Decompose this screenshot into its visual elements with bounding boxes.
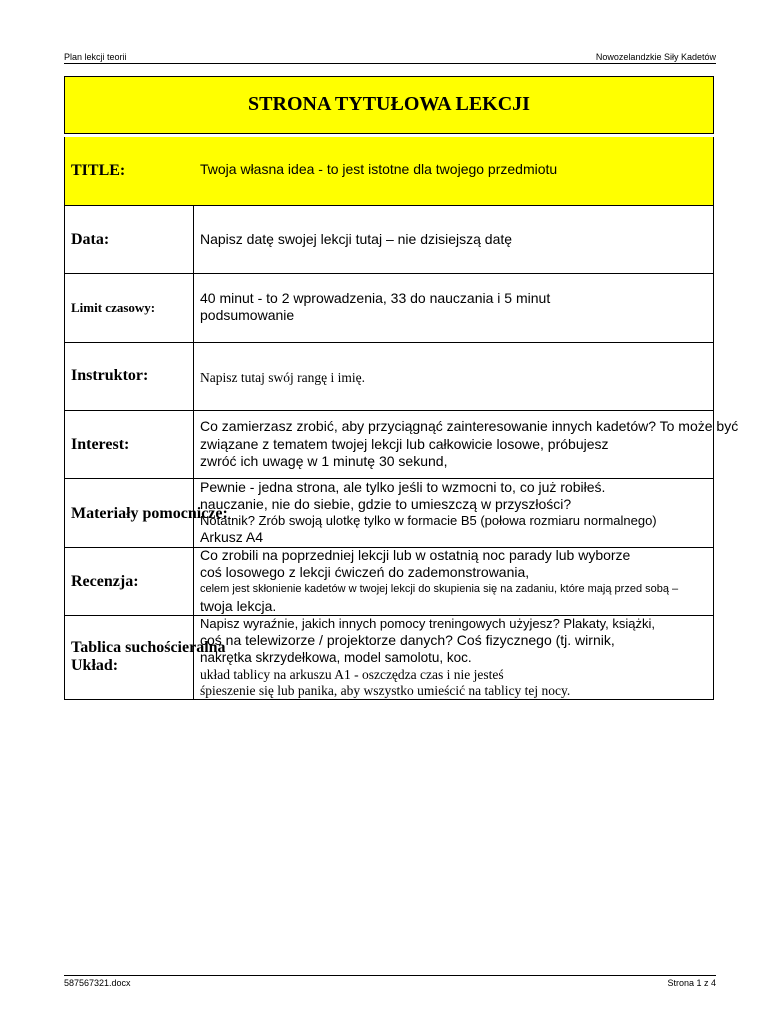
row-text: śpieszenie się lub panika, aby wszystko umieścić na tablicy tej nocy.: [200, 683, 571, 698]
value-cell: [193, 137, 714, 205]
table-row: [64, 205, 714, 273]
row-text: celem jest skłonienie kadetów w twojej lekcji do skupienia się na zadaniu, które mają przed sobą –: [200, 583, 679, 595]
page-header: [64, 51, 716, 63]
table-row: [64, 273, 714, 342]
row-text: Napisz wyraźnie, jakich innych pomocy treningowych użyjesz? Plakaty, książki,: [200, 616, 655, 631]
row-text: podsumowanie: [200, 307, 295, 323]
label-cell: [64, 205, 194, 273]
row-label-title: TITLE:: [71, 162, 126, 179]
row-text: Notatnik? Zrób swoją ulotkę tylko w formacie B5 (połowa rozmiaru normalnego): [200, 513, 657, 528]
value-cell: [193, 342, 714, 410]
value-cell: [193, 273, 714, 342]
table-row: [64, 342, 714, 410]
row-text: Co zamierzasz zrobić, aby przyciągnąć zainteresowanie innych kadetów? To może być: [200, 418, 739, 434]
value-cell: [193, 205, 714, 273]
label-cell: [64, 547, 194, 615]
table-row: [64, 410, 739, 478]
title-banner: [64, 76, 714, 134]
page-footer: [64, 977, 716, 989]
footer-divider: [64, 975, 716, 976]
row-text: Arkusz A4: [200, 529, 264, 545]
row-label-instructor: Instruktor:: [71, 367, 149, 384]
row-text: Napisz datę swojej lekcji tutaj – nie dzisiejszą datę: [200, 231, 513, 247]
row-text: Co zrobili na poprzedniej lekcji lub w ostatnią noc parady lub wyborze: [200, 547, 631, 563]
value-cell: [193, 615, 714, 700]
header-right: Nowozelandzkie Siły Kadetów: [595, 52, 716, 62]
header-left: Plan lekcji teorii: [64, 52, 127, 62]
row-text: nakrętka skrzydełkowa, model samolotu, koc.: [200, 650, 472, 665]
row-text: nauczanie, nie do siebie, gdzie to umieszczą w przyszłości?: [200, 496, 572, 512]
header-divider: [64, 63, 716, 64]
row-label-interest: Interest:: [71, 436, 130, 453]
row-text: Twoja własna idea - to jest istotne dla twojego przedmiotu: [200, 161, 558, 177]
row-text: Napisz tutaj swój rangę i imię.: [200, 370, 365, 385]
row-label-materials: Materiały pomocnicze:: [71, 505, 228, 522]
page-title: STRONA TYTUŁOWA LEKCJI: [248, 93, 530, 115]
label-cell: [64, 615, 226, 700]
footer-filename: 587567321.docx: [64, 978, 131, 988]
label-cell: [64, 478, 228, 547]
row-text: Pewnie - jedna strona, ale tylko jeśli to wzmocni to, co już robiłeś.: [200, 479, 606, 495]
table-row: [64, 478, 714, 547]
row-label-review: Recenzja:: [71, 573, 139, 590]
row-label-date: Data:: [71, 231, 110, 248]
row-text: układ tablicy na arkuszu A1 - oszczędza czas i nie jesteś: [200, 667, 504, 682]
value-cell: [193, 410, 739, 478]
label-cell: [64, 137, 194, 205]
label-cell: [64, 342, 194, 410]
row-text: związane z tematem twojej lekcji lub całkowicie losowe, próbujesz: [200, 436, 609, 452]
row-text: 40 minut - to 2 wprowadzenia, 33 do nauczania i 5 minut: [200, 290, 551, 306]
row-label-layout: Układ:: [71, 657, 119, 674]
row-text: coś losowego z lekcji ćwiczeń do zademonstrowania,: [200, 564, 530, 580]
table-row: [64, 547, 714, 615]
row-text: zwróć ich uwagę w 1 minutę 30 sekund,: [200, 453, 448, 469]
value-cell: [193, 478, 714, 547]
row-text: coś na telewizorze / projektorze danych? Coś fizycznego (tj. wirnik,: [200, 632, 615, 648]
table-row: [64, 615, 714, 700]
label-cell: [64, 410, 194, 478]
row-label-whiteboard: Tablica suchościeralna: [71, 639, 226, 656]
table-row: [64, 137, 714, 205]
value-cell: [193, 547, 714, 615]
footer-page-number: Strona 1 z 4: [667, 978, 716, 988]
row-label-time-limit: Limit czasowy:: [71, 300, 156, 315]
row-text: twoja lekcja.: [200, 598, 277, 614]
label-cell: [64, 273, 194, 342]
